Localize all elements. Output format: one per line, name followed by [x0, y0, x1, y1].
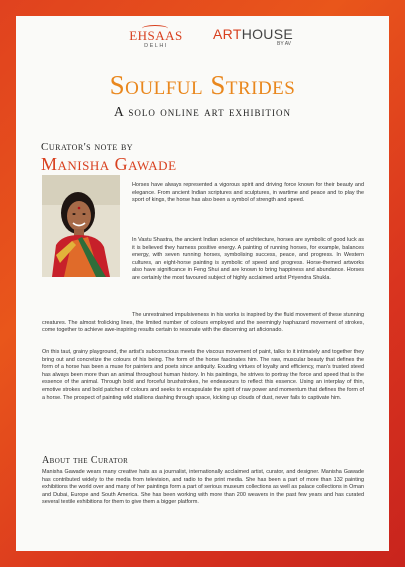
arthouse-logo-sub: BY AV	[277, 41, 291, 47]
note-paragraph-2-continued: The unrestrained impulsiveness in his works is inspired by the fluid movement of these stunning creatures. The almost frolicking lines, the limited number of colours employed and the seemingly haphazard movement of strokes, come together to achieve awe-inspiring results certain to resonate with the discerning art aficionado.	[42, 312, 364, 334]
ehsaas-logo	[124, 28, 188, 49]
about-curator-heading: About the Curator	[42, 455, 129, 466]
ehsaas-logo-sub: DELHI	[144, 43, 168, 49]
curator-photo	[42, 175, 120, 277]
exhibition-subtitle: A solo online art exhibition	[114, 104, 291, 119]
arthouse-logo	[207, 26, 293, 47]
logo-bar	[16, 24, 389, 62]
exhibition-card	[16, 16, 389, 551]
note-paragraph-1: Horses have always represented a vigorous spirit and driving force known for their beauty and elegance. From ancient Indian scriptures and sculptures, in wartime and peace and to play the sport of kings, the horse has also been a symbol of strength and speed.	[132, 182, 364, 204]
ehsaas-swoosh-icon	[142, 25, 168, 32]
arthouse-logo-name: ARTHOUSE	[213, 26, 293, 42]
curator-portrait-icon	[42, 175, 120, 277]
ehsaas-logo-name: EHSAAS	[129, 28, 183, 43]
about-curator-text: Manisha Gawade wears many creative hats as a journalist, internationally acclaimed artist, curator, and designer. Manisha Gawade has contributed widely to the media from television, and radio to the print media. She has been a part of more than 132 painting exhibitions the world over and many of her paintings form a part of serious museum collections as well as palace collections in Oman and Dubai, Europe and South America. She has been working with more than 200 weavers in the past few years and has curated several textile exhibitions for them to give them a bigger platform.	[42, 469, 364, 506]
note-paragraph-2: In Vastu Shastra, the ancient Indian science of architecture, horses are symbolic of good luck as it is believed they harness positive energy. A painting of running horses, for example, balances energy, with seven running horses, symbolising success, peace, and progress. In Western cultures, an eight-horse painting is symbolic of speed and progress. Horse-themed artworks also have significance in Feng Shui and are known to bring happiness and abundance. Horses are certainly the most favoured subject of highly acclaimed artist Priyendra Shukla.	[132, 237, 364, 281]
note-paragraph-3: On this taut, grainy playground, the artist's subconscious meets the viscous movement of paint, talks to it intimately and together they bring out and concretize the colours of his being. The form of the horse fascinates him. The raw, muscular beauty that defines the form of a horse has been a muse for painters and poets since antiquity. Exuding virtues of loyalty and efficiency, man's trusted steed has always been more than an animal throughout human history. In his paintings, he strives to portray the force and speed that is the essence of the animal. Through bold and forceful brushstrokes, he endeavours to reflect this essence. Using an interplay of thin, emotive strokes and bold patches of colours and seeks to encapsulate the spirit of raw power and momentum that defines the form of a horse. The prospect of painting wild stallions dashing through space, kicking up clouds of dust, never fails to captivate him.	[42, 349, 364, 401]
curator-name: Manisha Gawade	[41, 154, 177, 174]
exhibition-title: Soulful Strides	[109, 70, 296, 100]
curator-label: Curator's note by	[41, 141, 134, 153]
